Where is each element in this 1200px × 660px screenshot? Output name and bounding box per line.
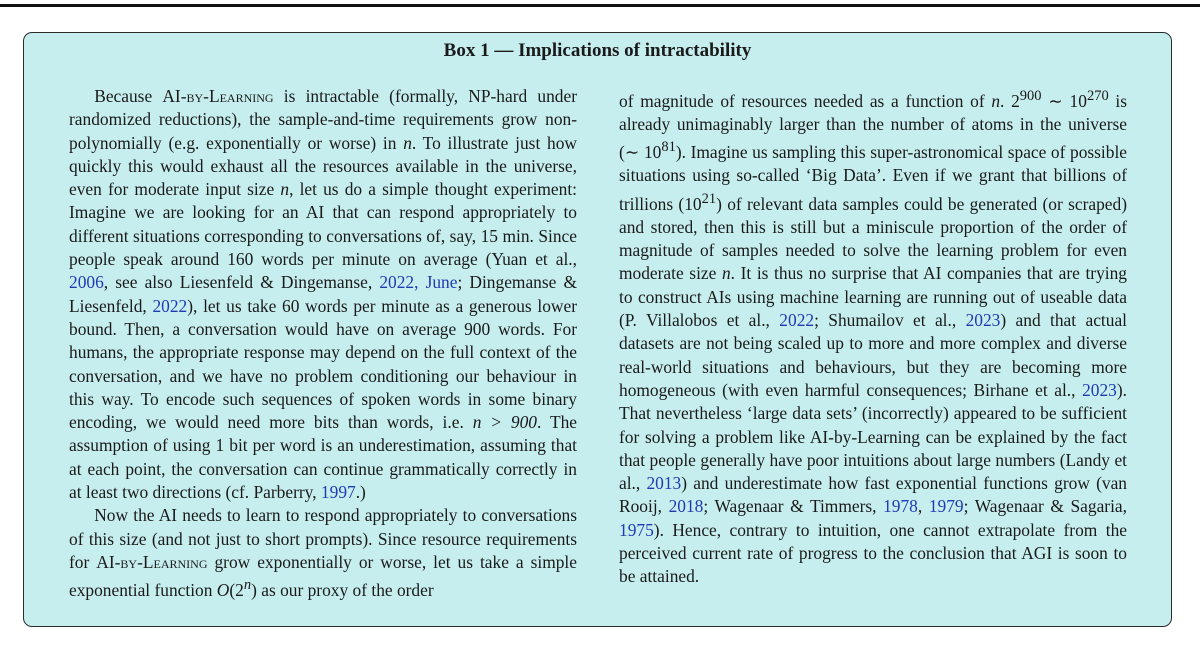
term-ai-by-learning: AI-by-Learning [162,86,274,106]
citation-link[interactable]: 2018 [668,496,704,517]
math-inline: O [216,580,230,601]
left-paragraph-2: Now the AI needs to learn to respond appropriately to conversations of this size (and not just to short prompts). Since resource requirements for AI-by-Learning grow exponentially or worse, let us take a simple exponential function O(2$^n$) as our proxy of the order [69,505,577,601]
citation-link[interactable]: 1979 [928,496,964,517]
math-inline: n > 900 [472,412,538,433]
top-rule [0,4,1200,7]
term-ai-by-learning: AI-by-Learning [96,551,208,572]
citation-link[interactable]: 2022, June [379,272,458,293]
citation-link[interactable]: 2023 [1082,379,1117,400]
citation-link[interactable]: 2022 [779,310,815,331]
left-column [69,85,577,602]
right-paragraph-1: of magnitude of resources needed as a function of n. $2^{900}$ ∼ $10^{270}$ is already unimaginably larger than the number of atoms in the universe (∼ $10^{81}$). Imagine us sampling this super-astronomical space of possible situations using so-called ‘Big Data’. Even if we grant that billions of trillions $(10^{21})$ of relevant data samples could be generated (or scraped) and stored, then this is still but a miniscule proportion of the order of magnitude of samples needed to solve the learning problem for even moderate size n. It is thus no surprise that AI companies that are trying to construct AIs using machine learning are running out of useable data (P. Villalobos et al., 2022; Shumailov et al., 2023) and that actual datasets are not being scaled up to more and more complex and diverse real-world situations and behaviours, but they are becoming more homogeneous (with even harmful consequences; Birhane et al., 2023). That nevertheless ‘large data sets’ (incorrectly) appeared to be sufficient for solving a problem like AI-by-Learning can be explained by the fact that people generally have poor intuitions about large numbers (Landy et al., 2013) and underestimate how fast exponential functions grow (van Rooij, 2018; Wagenaar & Timmers, 1978, 1979; Wagenaar & Sagaria, 1975). Hence, contrary to intuition, one cannot extrapolate from the perceived current rate of progress to the conclusion that AGI is soon to be attained. [619,88,1128,587]
citation-link[interactable]: 1975 [619,519,654,540]
citation-link[interactable]: 1997 [320,482,356,503]
box-title: Box 1 — Implications of intractability [443,40,752,61]
citation-link[interactable]: 2006 [69,272,104,293]
citation-link[interactable]: 2023 [965,310,1001,331]
right-column [619,85,1127,589]
citation-link[interactable]: 2022 [152,295,188,316]
citation-link[interactable]: 2013 [646,473,682,494]
left-paragraph-1: Because AI-by-Learning is intractable (formally, NP-hard under randomized reductions), the sample-and-time requirements grow non-polynomially (e.g. exponentially or worse) in n. To illustrate just how quickly this would exhaust all the resources available in the universe, even for moderate input size n, let us do a simple thought experiment: Imagine we are looking for an AI that can respond appropriately to different situations corresponding to conversations of, say, 15 min. Since people speak around 160 words per minute on average (Yuan et al., 2006, see also Liesenfeld & Dingemanse, 2022, June; Dingemanse & Liesenfeld, 2022), let us take 60 words per minute as a generous lower bound. Then, a conversation would have on average 900 words. For humans, the appropriate response may depend on the full context of the conversation, and we have no problem conditioning our behaviour in this way. To encode such sequences of spoken words in some binary encoding, we would need more bits than words, i.e. n > 900. The assumption of using 1 bit per word is an underestimation, assuming that at each point, the conversation can continue grammatically correctly in at least two directions (cf. Parberry, 1997.) [69,86,577,503]
box-1 [23,32,1172,627]
citation-link[interactable]: 1978 [883,496,918,517]
